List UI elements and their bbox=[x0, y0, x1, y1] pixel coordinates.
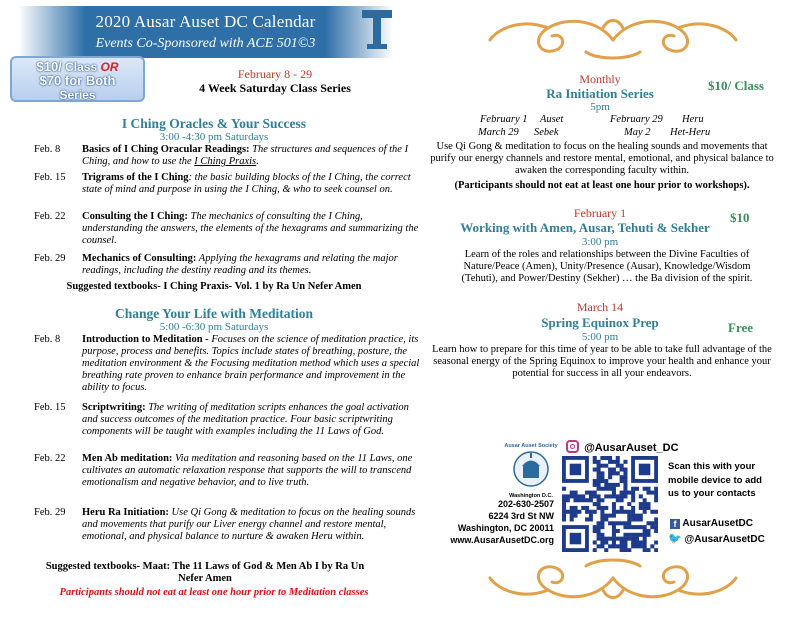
monthly-note: (Participants should not eat at least one hour prior to workshops). bbox=[454, 180, 750, 191]
iching-time: 3:00 -4:30 pm Saturdays bbox=[159, 131, 269, 143]
equinox-date: March 14 bbox=[576, 300, 624, 314]
monthly-date: March 29 bbox=[478, 127, 519, 138]
iching-item-desc: : the basic building blocks of the I Ching, the correct state of mind and purpose in using the I Ching, & who to seek counsel on. bbox=[82, 172, 411, 195]
meditation-item-date: Feb. 15 bbox=[34, 402, 66, 413]
calendar-subtitle: Events Co-Sponsored with ACE 501©3 bbox=[95, 36, 316, 51]
monthly-date: February 1 bbox=[480, 114, 528, 125]
iching-item-desc: Applying the hexagrams and relating the major readings, including the destiny reading and its themes. bbox=[82, 253, 398, 276]
iching-item-end: . bbox=[256, 156, 259, 167]
meditation-item-desc: Focuses on the science of meditation practice, its purpose, process and benefits. Topics include states of breathing, posture, the meditation environment & the Focusing meditation method which uses a special breathing rate proven to enhance brain performance and improvement in the ability to focus. bbox=[82, 334, 420, 393]
iching-item-date: Feb. 8 bbox=[34, 144, 61, 155]
meditation-title: Change Your Life with Meditation bbox=[114, 306, 313, 321]
contact-city: Washington, DC 20011 bbox=[457, 523, 554, 533]
header-banner bbox=[18, 6, 393, 58]
series-title: 4 Week Saturday Class Series bbox=[199, 81, 351, 95]
monthly-label: Monthly bbox=[579, 72, 621, 86]
scan-instructions: Scan this with your mobile device to add us to your contacts bbox=[668, 461, 762, 499]
facebook-icon: f bbox=[670, 519, 680, 529]
contact-phone: 202-630-2507 bbox=[497, 499, 554, 509]
monthly-date-row bbox=[480, 114, 760, 126]
meditation-time: 5:00 -6:30 pm Saturdays bbox=[159, 321, 269, 333]
meditation-textbooks: Suggested textbooks- Maat: The 11 Laws of God & Men Ab I by Ra Un Nefer Amen bbox=[45, 561, 365, 584]
twitter-icon: 🐦 bbox=[668, 533, 682, 545]
monthly-price: $10/ Class bbox=[708, 78, 764, 93]
facebook-row[interactable] bbox=[670, 518, 753, 529]
monthly-faculty: Auset bbox=[540, 114, 564, 125]
meditation-item-head: Men Ab meditation: bbox=[82, 453, 173, 464]
top-scroll-ornament bbox=[478, 6, 748, 66]
instagram-icon bbox=[566, 440, 579, 453]
monthly-time: 5pm bbox=[590, 101, 610, 113]
monthly-date: February 29 bbox=[610, 114, 663, 125]
monthly-desc: Use Qi Gong & meditation to focus on the healing sounds and movements that purify our energy channels and restore mental, emotional, and physical balance to awaken the corresponding faculty within. bbox=[430, 141, 774, 176]
logo-t-right bbox=[362, 10, 392, 50]
monthly-faculty: Heru bbox=[682, 114, 704, 125]
equinox-time: 5:00 pm bbox=[581, 331, 619, 343]
capitol-icon bbox=[511, 450, 551, 488]
contact-website[interactable]: www.AusarAusetDC.org bbox=[450, 535, 554, 545]
monthly-faculty: Het-Heru bbox=[670, 127, 711, 138]
twitter-handle: @AusarAusetDC bbox=[684, 534, 765, 545]
price-or: OR bbox=[100, 60, 119, 74]
series-price-box bbox=[10, 56, 145, 102]
series-dates: February 8 - 29 bbox=[237, 67, 313, 81]
meditation-item-date: Feb. 22 bbox=[34, 453, 66, 464]
equinox-title: Spring Equinox Prep bbox=[541, 315, 659, 330]
iching-item-desc: The mechanics of consulting the I Ching, understanding the answers, the elements of the hexagrams and summarizing the counsel. bbox=[82, 211, 419, 246]
iching-praxis-link[interactable]: I Ching Praxis bbox=[194, 156, 257, 167]
iching-title: I Ching Oracles & Your Success bbox=[121, 116, 307, 131]
meditation-item-desc: The writing of meditation scripts enhances the goal activation and success outcomes of the meditation practice. Four basic scriptwriting components will be taught with examples including the 11 Laws of God. bbox=[82, 402, 409, 437]
iching-item-head: Consulting the I Ching: bbox=[82, 211, 188, 222]
meditation-item-head: Scriptwriting: bbox=[82, 402, 146, 413]
monthly-date-row bbox=[478, 127, 758, 139]
iching-item-desc: The structures and sequences of the I Ching, and how to use the bbox=[82, 144, 409, 167]
price-both: $70 for Both bbox=[39, 73, 116, 88]
iching-item-date: Feb. 22 bbox=[34, 211, 66, 222]
price-class-word: Class bbox=[61, 60, 101, 74]
iching-item-head: Mechanics of Consulting: bbox=[82, 253, 197, 264]
price-series: Series bbox=[59, 88, 96, 102]
qr-code[interactable] bbox=[562, 456, 658, 552]
iching-item-date: Feb. 15 bbox=[34, 172, 66, 183]
society-logo-text: Ausar Auset Society bbox=[504, 443, 558, 449]
equinox-price: Free bbox=[728, 320, 754, 335]
monthly-title: Ra Initiation Series bbox=[546, 86, 654, 101]
iching-item-head: Trigrams of the I Ching bbox=[82, 172, 189, 183]
meditation-item-date: Feb. 8 bbox=[34, 334, 61, 345]
contact-street: 6224 3rd St NW bbox=[488, 511, 554, 521]
monthly-faculty: Sebek bbox=[534, 127, 559, 138]
calendar-title: 2020 Ausar Auset DC Calendar bbox=[95, 12, 316, 31]
iching-textbooks: Suggested textbooks- I Ching Praxis- Vol. 1 by Ra Un Nefer Amen bbox=[66, 281, 362, 292]
instagram-handle: @AusarAuset_DC bbox=[584, 442, 679, 454]
meditation-item-desc: Use Qi Gong & meditation to focus on the healing sounds and movements that purify our Liver energy channel and restore mental, emotional, and physical balance to nurture & awaken Heru within. bbox=[82, 507, 416, 542]
working-time: 3:00 pm bbox=[581, 236, 619, 248]
monthly-date: May 2 bbox=[624, 127, 651, 138]
price-per-class: $10/ bbox=[36, 59, 62, 74]
meditation-warning: Participants should not eat at least one hour prior to Meditation classes bbox=[59, 587, 369, 598]
working-title: Working with Amen, Ausar, Tehuti & Sekher bbox=[460, 220, 710, 235]
meditation-item-date: Feb. 29 bbox=[34, 507, 66, 518]
working-price: $10 bbox=[730, 210, 750, 225]
equinox-desc: Learn how to prepare for this time of year to be able to take full advantage of the seasonal energy of the Spring Equinox to improve your health and enhance your potential for success in all your endeavors. bbox=[432, 344, 772, 379]
working-date: February 1 bbox=[573, 206, 627, 220]
society-logo bbox=[496, 443, 566, 503]
meditation-item-head: Introduction to Meditation - bbox=[82, 334, 209, 345]
working-desc: Learn of the roles and relationships between the Divine Faculties of Nature/Peace (Amen), Unity/Presence (Ausar), Knowledge/Wisdom (Tehuti), and Power/Destiny (Sekher) … the Ba division of the spirit. bbox=[461, 249, 753, 284]
meditation-item-desc: Via meditation and reasoning based on the 11 Laws, one cultivates an automatic relaxation response that supports the will to transcend emotionalism and negative behavior, and to live truth. bbox=[82, 453, 413, 488]
twitter-row[interactable] bbox=[668, 532, 765, 545]
iching-item-date: Feb. 29 bbox=[34, 253, 66, 264]
contact-details bbox=[442, 498, 554, 546]
iching-item-head: Basics of I Ching Oracular Readings: bbox=[82, 144, 250, 155]
facebook-handle: AusarAusetDC bbox=[682, 518, 753, 529]
meditation-item-head: Heru Ra Initiation: bbox=[82, 507, 169, 518]
instagram-handle-row[interactable] bbox=[566, 440, 679, 454]
bottom-scroll-ornament bbox=[478, 556, 748, 612]
society-logo-city: Washington D.C. bbox=[509, 493, 553, 499]
